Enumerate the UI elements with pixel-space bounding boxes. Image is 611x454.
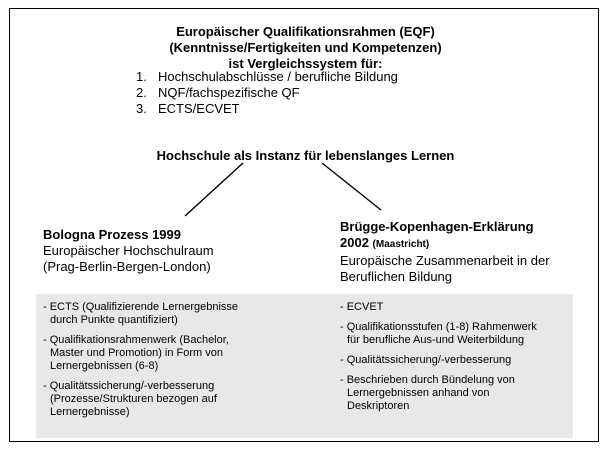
- list-item: [43, 301, 238, 327]
- eqf-subtitle: (Kenntnisse/Fertigkeiten und Kompetenzen): [169, 40, 442, 55]
- left-subtitle-2: (Prag-Berlin-Bergen-London): [43, 259, 211, 274]
- list-text: NQF/fachspezifische QF: [158, 85, 300, 100]
- item-text: - Qualifikationsstufen (1-8) Rahmenwerk: [340, 321, 537, 333]
- right-year: 2002: [340, 235, 369, 250]
- right-subtitle: Europäische Zusammenarbeit in der: [340, 253, 550, 268]
- list-item: [43, 334, 238, 373]
- item-text: durch Punkte quantifiziert): [50, 314, 178, 326]
- item-text: (Prozesse/Strukturen bezogen auf: [50, 393, 217, 405]
- item-text: - Qualifikationsrahmenwerk (Bachelor,: [43, 334, 229, 346]
- item-text: Lernergebnissen anhand von: [347, 387, 490, 399]
- item-text: - ECVET: [340, 301, 384, 313]
- left-subtitle: Europäischer Hochschulraum: [43, 243, 214, 258]
- list-number: 3.: [136, 101, 147, 116]
- list-number: 1.: [136, 69, 147, 84]
- list-item: [340, 374, 537, 413]
- list-item: [43, 380, 238, 419]
- list-text: Hochschulabschlüsse / berufliche Bildung: [158, 69, 398, 84]
- eqf-title: Europäischer Qualifikationsrahmen (EQF): [176, 24, 435, 39]
- list-text: ECTS/ECVET: [158, 101, 240, 116]
- item-text: Lernergebnissen (6-8): [50, 360, 159, 372]
- item-text: - Qualitätssicherung/-verbesserung: [43, 380, 215, 392]
- list-number: 2.: [136, 85, 147, 100]
- center-title: Hochschule als Instanz für lebenslanges Lernen: [156, 148, 455, 163]
- left-header: [43, 227, 214, 275]
- item-text: Master und Promotion) in Form von: [50, 347, 224, 359]
- item-text: Deskriptoren: [347, 400, 410, 412]
- list-item: [340, 301, 537, 314]
- item-text: Lernergebnisse): [50, 406, 130, 418]
- connector-right: [322, 163, 381, 210]
- left-title: Bologna Prozess 1999: [43, 227, 181, 242]
- item-text: - Qualitätssicherung/-verbesserung: [340, 354, 512, 366]
- list-item: [340, 354, 537, 367]
- right-title: Brügge-Kopenhagen-Erklärung: [340, 219, 534, 234]
- item-text: für berufliche Aus-und Weiterbildung: [347, 334, 525, 346]
- right-header: [340, 219, 550, 285]
- item-text: - ECTS (Qualifizierende Lernergebnisse: [43, 301, 239, 313]
- right-items: [340, 301, 537, 420]
- item-text: - Beschrieben durch Bündelung von: [340, 374, 515, 386]
- list-item: [340, 321, 537, 347]
- right-note: (Maastricht): [372, 239, 430, 250]
- eqf-subtitle-2: ist Vergleichssystem für:: [228, 56, 383, 71]
- left-items: [43, 301, 238, 426]
- right-subtitle-2: Beruflichen Bildung: [340, 269, 453, 284]
- connector-left: [185, 163, 243, 216]
